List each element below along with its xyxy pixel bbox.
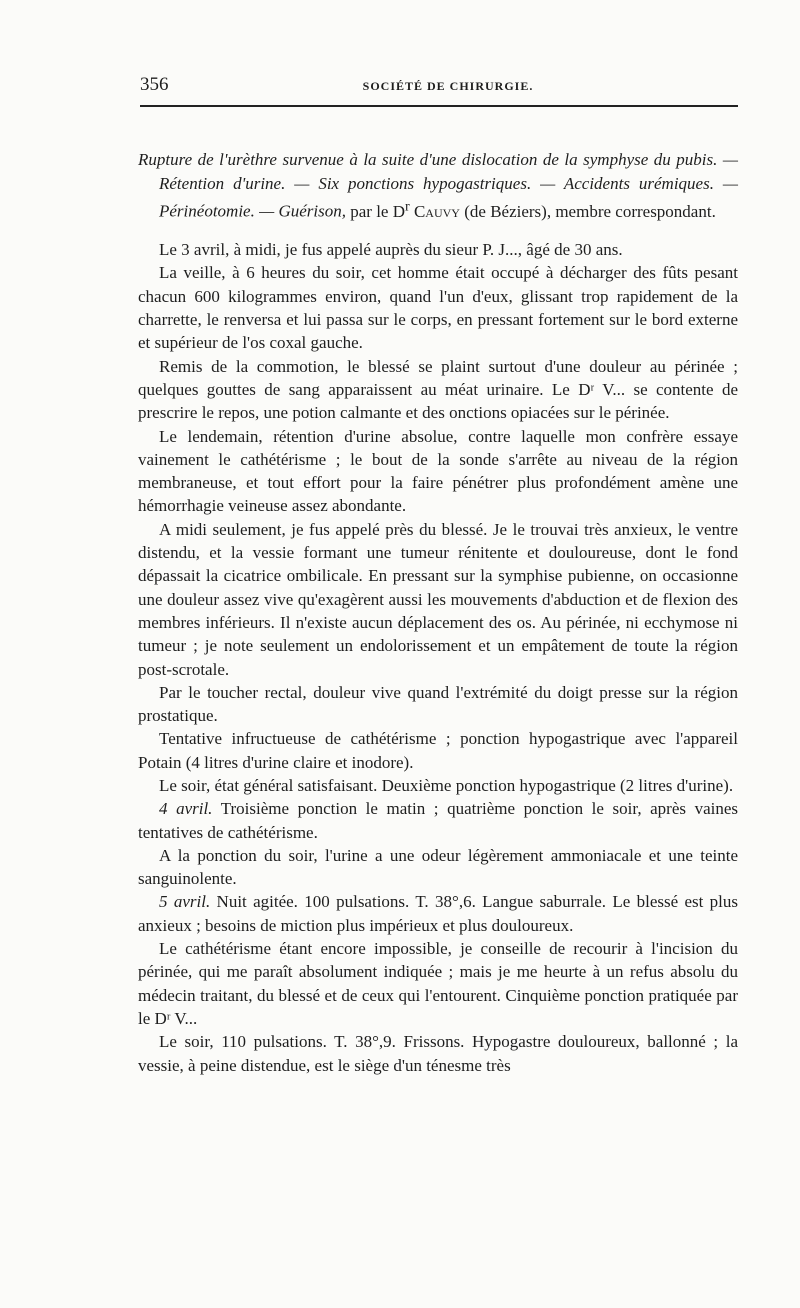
paragraph [138, 1030, 738, 1077]
paragraph [138, 844, 738, 891]
paragraph [138, 518, 738, 681]
byline-suffix: (de Béziers), membre correspondant. [464, 201, 716, 221]
page-number: 356 [140, 74, 169, 95]
paragraph [138, 727, 738, 774]
paragraph-text: La veille, à 6 heures du soir, cet homme était occupé à décharger des fûts pesant chacun 600 kilogrammes environ, quand l'un d'eux, glissant trop rapidement de la charrette, le renversa et lui passa sur le corps, en pressant fortement sur le bord externe et supérieur de l'os coxal gauche. [138, 263, 738, 353]
paragraph-text: Troisième ponction le matin ; quatrième ponction le soir, après vaines tentatives de cathétérisme. [138, 799, 738, 842]
paragraph [138, 937, 738, 1030]
paragraph [138, 797, 738, 844]
paragraph [138, 774, 738, 797]
paragraph-text: Tentative infructueuse de cathétérisme ; ponction hypogastrique avec l'appareil Potain (4 litres d'urine claire et inodore). [138, 729, 738, 772]
paragraph-date: 5 avril. [159, 892, 211, 912]
paragraph [138, 261, 738, 354]
paragraph-text: Le soir, état général satisfaisant. Deuxième ponction hypogastrique (2 litres d'urine). [159, 775, 734, 795]
author-name: Cauvy [413, 201, 460, 221]
article-byline [350, 198, 716, 221]
article-title [138, 148, 738, 223]
paragraph [138, 425, 738, 518]
paragraph-text: Le cathétérisme étant encore impossible, je conseille de recourir à l'incision du périnée, qui me paraît absolument indiquée ; mais je me heurte à un refus absolu du médecin traitant, du blessé et de ceux qui l'entourent. Cinquième ponction pratiquée par le Dʳ V... [138, 939, 738, 1028]
paragraph-text: Le 3 avril, à midi, je fus appelé auprès du sieur P. J..., âgé de 30 ans. [159, 240, 623, 260]
paragraph [138, 890, 738, 937]
paragraph [138, 681, 738, 728]
article-title-text: Rupture de l'urèthre survenue à la suite d'une dislocation de la symphyse du pubis. — Rétention d'urine. — Six ponctions hypogastriques. — Accidents urémiques. — Périnéotomie. — Guérison, [138, 150, 738, 221]
running-title: SOCIÉTÉ DE CHIRURGIE. [362, 79, 534, 93]
paragraph [138, 238, 738, 261]
byline-prefix: par le D [350, 201, 405, 221]
paragraph-text: Remis de la commotion, le blessé se plaint surtout d'une douleur au périnée ; quelques gouttes de sang apparaissent au méat urinaire. Le Dʳ V... se contente de prescrire le repos, une potion calmante et des onctions opiacées sur le périnée. [138, 356, 738, 423]
paragraph-date: 4 avril. [159, 799, 213, 819]
paragraph-text: A la ponction du soir, l'urine a une odeur légèrement ammoniacale et une teinte sanguinolente. [138, 845, 738, 889]
paragraph-text: Nuit agitée. 100 pulsations. T. 38°,6. Langue saburrale. Le blessé est plus anxieux ; besoins de miction plus impérieux et plus douloureux. [138, 892, 739, 935]
article-body [138, 238, 738, 1077]
page-header [138, 70, 738, 100]
paragraph-text: Le lendemain, rétention d'urine absolue, contre laquelle mon confrère essaye vainement le cathétérisme ; le bout de la sonde s'arrête au niveau de la région membraneuse, et tout effort pour la faire pénétrer plus profondément amène une hémorrhagie veineuse assez abondante. [138, 426, 738, 516]
paragraph-text: A midi seulement, je fus appelé près du blessé. Je le trouvai très anxieux, le ventre distendu, et la vessie formant une tumeur rénitente et douloureuse, dont le fond dépassait la cicatrice ombilicale. En pressant sur la symphise pubienne, on occasionne une douleur assez vive qu'exagèrent aussi les mouvements d'abduction et de flexion des membres inférieurs. Il n'existe aucun déplacement des os. Au périnée, ni ecchymose ni tumeur ; je note seulement un endolorissement et un empâtement de toute la région post-scrotale. [138, 519, 738, 679]
paragraph-text: Par le toucher rectal, douleur vive quand l'extrémité du doigt presse sur la région prostatique. [138, 682, 738, 726]
header-rule [140, 105, 738, 107]
paragraph [138, 355, 738, 425]
document-page [138, 70, 738, 1077]
paragraph-text: Le soir, 110 pulsations. T. 38°,9. Frissons. Hypogastre douloureux, ballonné ; la vessie, à peine distendue, est le siège d'un ténesme très [138, 1032, 738, 1075]
byline-sup: r [405, 198, 410, 214]
